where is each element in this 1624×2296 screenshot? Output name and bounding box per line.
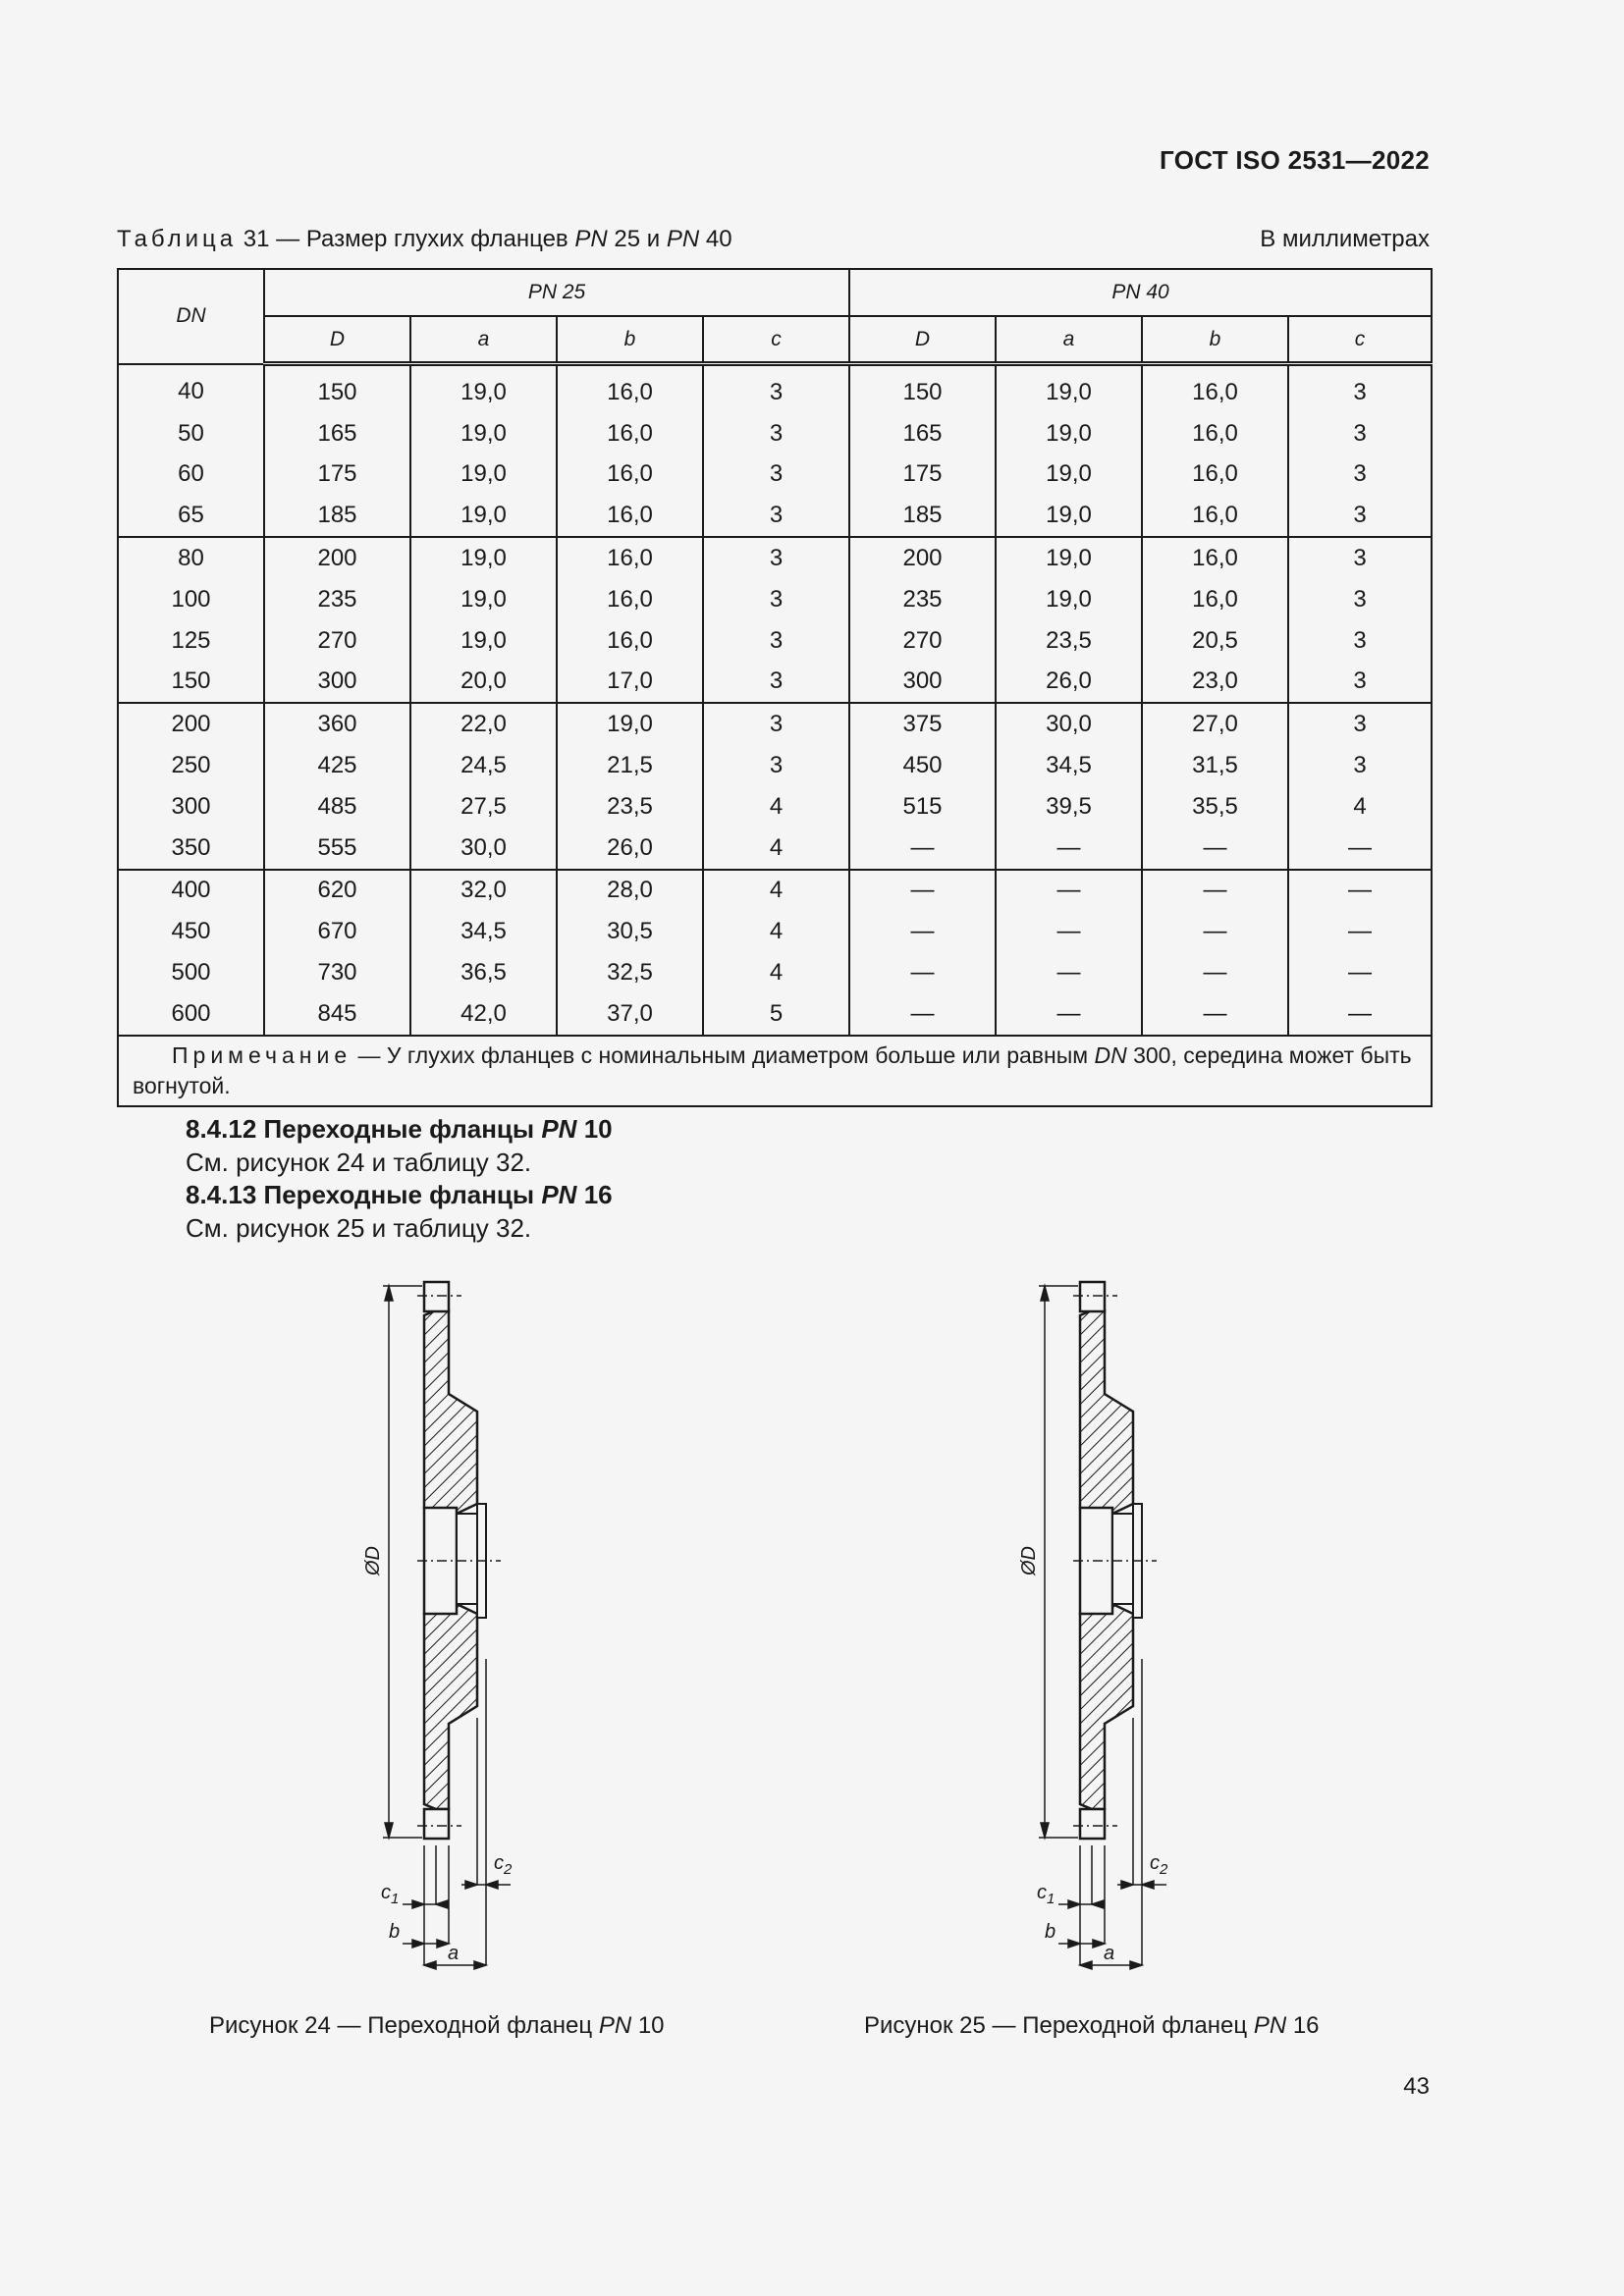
flange-dimensions-table [117, 268, 1433, 1107]
table-cell: 16,0 [557, 454, 703, 496]
table-cell: 16,0 [1142, 537, 1288, 579]
table-cell: 16,0 [1142, 579, 1288, 620]
table-row [118, 703, 1432, 745]
table-cell: 34,5 [410, 911, 557, 952]
table-cell: 300 [118, 786, 264, 828]
col-header-pn25-c: c [703, 316, 849, 364]
table-cell: 165 [849, 413, 996, 454]
table-cell: 20,5 [1142, 620, 1288, 662]
table-cell: 50 [118, 413, 264, 454]
note-dn: DN [1094, 1041, 1127, 1068]
table-cell: — [1142, 952, 1288, 993]
table-cell: 360 [264, 703, 410, 745]
table-cell: 3 [703, 662, 849, 704]
table-cell: 19,0 [996, 537, 1142, 579]
table-cell: — [849, 870, 996, 912]
table-cell: — [996, 993, 1142, 1036]
table-cell: 3 [1288, 454, 1432, 496]
table-cell: 450 [118, 911, 264, 952]
table-cell: 3 [703, 454, 849, 496]
col-header-pn25-d: D [264, 316, 410, 364]
note-label: Примечание [172, 1041, 352, 1068]
table-cell: 19,0 [410, 537, 557, 579]
table-caption-pn-b-value: 40 [705, 226, 732, 252]
table-cell: 19,0 [410, 620, 557, 662]
note-text: — У глухих фланцев с номинальным диаметром больше или равным [352, 1041, 1095, 1068]
sections [186, 1113, 613, 1245]
table-caption-pn-a-value: 25 [614, 226, 641, 252]
note-text-end: 300, середина может быть вогнутой. [133, 1041, 1412, 1098]
standard-header: ГОСТ ISO 2531—2022 [1160, 145, 1430, 175]
figure-caption-pn: PN [598, 2012, 632, 2039]
table-cell: 200 [264, 537, 410, 579]
table-cell: 30,0 [410, 828, 557, 870]
table-cell: 39,5 [996, 786, 1142, 828]
table-cell: 26,0 [557, 828, 703, 870]
section-title [186, 1113, 613, 1147]
table-row [118, 993, 1432, 1036]
col-header-pn40-a: a [996, 316, 1142, 364]
figure-caption-24 [209, 2012, 665, 2040]
table-cell: 19,0 [410, 364, 557, 413]
table-cell: — [996, 911, 1142, 952]
section-reference: См. рисунок 25 и таблицу 32. [186, 1212, 532, 1243]
figure-caption-25 [864, 2012, 1320, 2040]
figure-caption-pn: PN [1253, 2012, 1287, 2039]
table-cell: 175 [849, 454, 996, 496]
table-cell: — [849, 911, 996, 952]
table-cell: 3 [1288, 537, 1432, 579]
table-cell: 3 [703, 495, 849, 537]
table-cell: — [1142, 828, 1288, 870]
table-cell: 37,0 [557, 993, 703, 1036]
table-caption-and: и [646, 226, 661, 252]
table-cell: 30,5 [557, 911, 703, 952]
figure-caption-text: Рисунок 25 — Переходной фланец [864, 2012, 1248, 2039]
section-pn-value: 10 [583, 1114, 613, 1144]
table-cell: — [1288, 952, 1432, 993]
table-cell: 3 [703, 745, 849, 786]
table-caption-pn-b: PN [666, 226, 700, 252]
table-cell: 4 [703, 911, 849, 952]
table-cell: 150 [264, 364, 410, 413]
table-cell: 150 [118, 662, 264, 704]
table-cell: 3 [703, 364, 849, 413]
table-cell: 3 [1288, 662, 1432, 704]
col-header-pn40-d: D [849, 316, 996, 364]
table-cell: 845 [264, 993, 410, 1036]
table-cell: 19,0 [410, 413, 557, 454]
table-cell: 19,0 [996, 579, 1142, 620]
table-cell: 34,5 [996, 745, 1142, 786]
table-cell: — [996, 952, 1142, 993]
table-cell: — [849, 828, 996, 870]
table-cell: 80 [118, 537, 264, 579]
table-cell: 30,0 [996, 703, 1142, 745]
table-cell: 3 [703, 620, 849, 662]
table-cell: 300 [849, 662, 996, 704]
table-caption [117, 226, 1430, 253]
label-c2: $c_2$ [494, 1852, 513, 1878]
section-pn: PN [541, 1180, 577, 1209]
table-cell: 16,0 [1142, 364, 1288, 413]
table-caption-number: 31 [243, 226, 270, 252]
col-header-dn: DN [118, 269, 264, 364]
table-cell: 17,0 [557, 662, 703, 704]
table-cell: — [1288, 993, 1432, 1036]
table-caption-label: Таблица [117, 226, 238, 252]
table-cell: 32,5 [557, 952, 703, 993]
table-cell: — [1142, 911, 1288, 952]
table-cell: 16,0 [557, 413, 703, 454]
table-cell: 26,0 [996, 662, 1142, 704]
table-cell: 23,5 [557, 786, 703, 828]
table-cell: 200 [118, 703, 264, 745]
table-cell: 300 [264, 662, 410, 704]
section-number: 8.4.13 [186, 1180, 257, 1209]
table-cell: 32,0 [410, 870, 557, 912]
table-row [118, 413, 1432, 454]
figure-caption-pn-value: 16 [1292, 2012, 1320, 2039]
table-cell: 5 [703, 993, 849, 1036]
table-cell: 40 [118, 364, 264, 413]
label-c1: $c_1$ [381, 1882, 400, 1907]
table-cell: 19,0 [410, 454, 557, 496]
table-row [118, 870, 1432, 912]
table-cell: 16,0 [1142, 454, 1288, 496]
table-cell: 3 [703, 537, 849, 579]
col-group-pn25: PN 25 [264, 269, 849, 316]
table-cell: 3 [1288, 495, 1432, 537]
table-cell: 375 [849, 703, 996, 745]
table-cell: 60 [118, 454, 264, 496]
table-cell: 600 [118, 993, 264, 1036]
table-cell: 19,0 [410, 495, 557, 537]
table-cell: 24,5 [410, 745, 557, 786]
table-cell: 3 [1288, 703, 1432, 745]
table-cell: 35,5 [1142, 786, 1288, 828]
table-cell: 185 [264, 495, 410, 537]
table-cell: 3 [703, 413, 849, 454]
table-cell: 16,0 [1142, 413, 1288, 454]
table-cell: 19,0 [410, 579, 557, 620]
label-c1: $c_1$ [1037, 1882, 1056, 1907]
table-cell: 165 [264, 413, 410, 454]
table-row [118, 745, 1432, 786]
table-row [118, 454, 1432, 496]
flange-drawing-pn16 [1009, 1266, 1206, 2012]
section-pn-value: 16 [583, 1180, 613, 1209]
table-cell: 270 [849, 620, 996, 662]
table-cell: 20,0 [410, 662, 557, 704]
table-cell: 485 [264, 786, 410, 828]
table-row [118, 828, 1432, 870]
table-cell: 185 [849, 495, 996, 537]
table-cell: 19,0 [996, 413, 1142, 454]
col-header-pn40-b: b [1142, 316, 1288, 364]
table-cell: 19,0 [996, 364, 1142, 413]
table-units: В миллиметрах [1260, 226, 1430, 252]
table-cell: 16,0 [557, 620, 703, 662]
table-cell: 3 [1288, 579, 1432, 620]
table-cell: 3 [703, 703, 849, 745]
table-cell: 16,0 [557, 495, 703, 537]
section-pn: PN [541, 1114, 577, 1144]
label-c2: $c_2$ [1150, 1852, 1168, 1878]
table-cell: 42,0 [410, 993, 557, 1036]
figure-caption-text: Рисунок 24 — Переходной фланец [209, 2012, 593, 2039]
figure-caption-pn-value: 10 [637, 2012, 665, 2039]
table-row [118, 911, 1432, 952]
label-a: a [448, 1943, 460, 1964]
table-cell: 730 [264, 952, 410, 993]
table-cell: 4 [703, 952, 849, 993]
label-b: b [389, 1921, 401, 1943]
table-cell: 620 [264, 870, 410, 912]
table-cell: 3 [1288, 620, 1432, 662]
flange-drawing-pn10 [353, 1266, 550, 2012]
table-cell: 19,0 [996, 495, 1142, 537]
col-header-pn25-b: b [557, 316, 703, 364]
table-cell: 4 [703, 786, 849, 828]
table-cell: 425 [264, 745, 410, 786]
table-cell: 250 [118, 745, 264, 786]
section-title [186, 1179, 613, 1212]
table-cell: 100 [118, 579, 264, 620]
table-row [118, 364, 1432, 413]
table-row [118, 662, 1432, 704]
table-cell: 235 [264, 579, 410, 620]
table-cell: 3 [1288, 364, 1432, 413]
page-number: 43 [1403, 2073, 1430, 2100]
table-cell: — [1142, 870, 1288, 912]
table-cell: — [1288, 828, 1432, 870]
table-cell: — [996, 828, 1142, 870]
section-number: 8.4.12 [186, 1114, 257, 1144]
table-row [118, 537, 1432, 579]
label-diameter: ØD [1018, 1546, 1040, 1575]
table-cell: 19,0 [557, 703, 703, 745]
col-header-pn25-a: a [410, 316, 557, 364]
table-cell: 16,0 [557, 364, 703, 413]
section-heading: Переходные фланцы [263, 1180, 535, 1209]
table-cell: 36,5 [410, 952, 557, 993]
table-cell: 27,0 [1142, 703, 1288, 745]
table-cell: 3 [703, 579, 849, 620]
label-diameter: ØD [362, 1546, 384, 1575]
col-group-pn40: PN 40 [849, 269, 1432, 316]
table-row [118, 952, 1432, 993]
table-cell: 350 [118, 828, 264, 870]
table-cell: 19,0 [996, 454, 1142, 496]
table-cell: — [1288, 870, 1432, 912]
table-title [117, 226, 732, 253]
table-cell: — [1142, 993, 1288, 1036]
table-row [118, 786, 1432, 828]
table-row [118, 495, 1432, 537]
table-body [118, 364, 1432, 1036]
section-heading: Переходные фланцы [263, 1114, 535, 1144]
label-b: b [1045, 1921, 1056, 1943]
table-cell: — [849, 952, 996, 993]
table-cell: 27,5 [410, 786, 557, 828]
table-caption-pn-a: PN [574, 226, 608, 252]
table-cell: 23,0 [1142, 662, 1288, 704]
table-cell: 450 [849, 745, 996, 786]
table-cell: 16,0 [557, 579, 703, 620]
table-cell: 270 [264, 620, 410, 662]
table-cell: 23,5 [996, 620, 1142, 662]
table-cell: 4 [1288, 786, 1432, 828]
table-cell: 21,5 [557, 745, 703, 786]
table-cell: 515 [849, 786, 996, 828]
table-cell: 125 [118, 620, 264, 662]
table-cell: 22,0 [410, 703, 557, 745]
table-row [118, 620, 1432, 662]
table-cell: 500 [118, 952, 264, 993]
section-reference: См. рисунок 24 и таблицу 32. [186, 1147, 532, 1177]
label-a: a [1104, 1943, 1115, 1964]
table-cell: 200 [849, 537, 996, 579]
table-cell: 555 [264, 828, 410, 870]
table-cell: 150 [849, 364, 996, 413]
table-cell: 235 [849, 579, 996, 620]
table-cell: 4 [703, 870, 849, 912]
table-cell: 28,0 [557, 870, 703, 912]
table-cell: 400 [118, 870, 264, 912]
col-header-pn40-c: c [1288, 316, 1432, 364]
table-caption-text: — Размер глухих фланцев [276, 226, 568, 252]
table-cell: 670 [264, 911, 410, 952]
table-cell: 31,5 [1142, 745, 1288, 786]
table-cell: 175 [264, 454, 410, 496]
table-cell: 65 [118, 495, 264, 537]
table-note [118, 1036, 1432, 1106]
table-cell: — [1288, 911, 1432, 952]
table-cell: — [849, 993, 996, 1036]
table-cell: 4 [703, 828, 849, 870]
table-row [118, 579, 1432, 620]
table-cell: 16,0 [557, 537, 703, 579]
table-cell: 3 [1288, 413, 1432, 454]
table-cell: 3 [1288, 745, 1432, 786]
table-cell: — [996, 870, 1142, 912]
table-cell: 16,0 [1142, 495, 1288, 537]
